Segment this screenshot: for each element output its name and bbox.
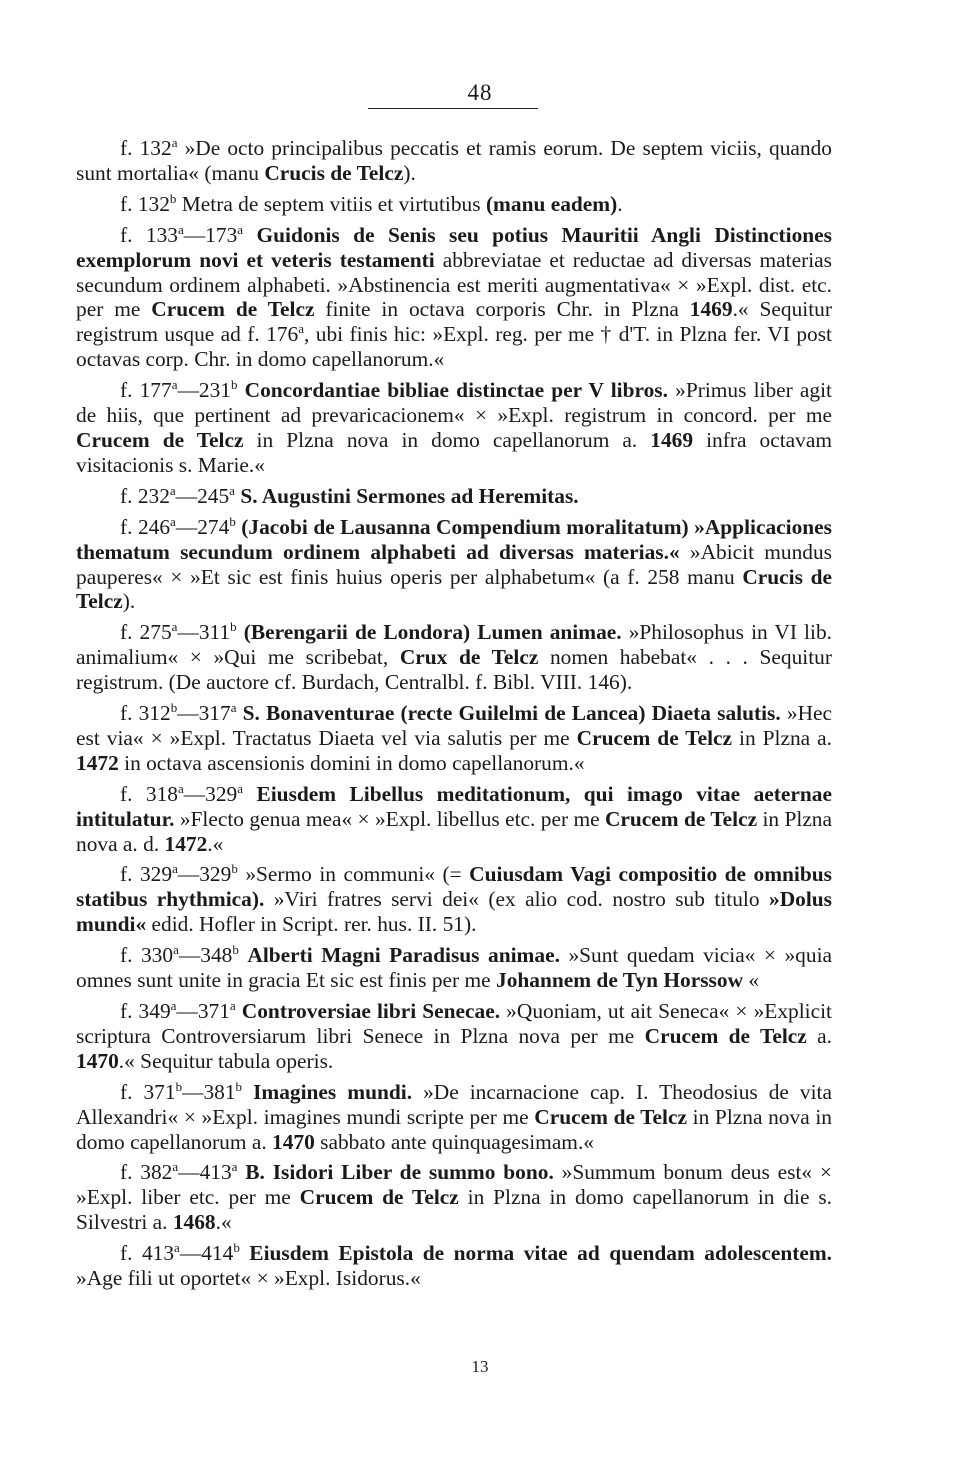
catalog-entry: f. 312$^b$—317$^a$ S. Bonaventurae (recte Guilelmi de Lancea) Diaeta salutis. »Hec est via« × »Expl. Tractatus Diaeta vel via salutis per me Crucem de Telcz in Plzna a. 1472 in octava ascensionis domini in domo capellanorum.« <box>76 699 833 775</box>
catalog-entry: f. 330$^a$—348$^b$ Alberti Magni Paradisus animae. »Sunt quedam vicia« × »quia omnes sunt unite in gracia Et sic est finis per me Johannem de Tyn Horssow « <box>76 942 833 993</box>
catalog-entry: f. 133$^a$—173$^a$ Guidonis de Senis seu potius Mauritii Angli Distinctiones exemplorum novi et veteris testamenti abbreviatae et reductae ad diversas materias secundum ordinem alphabeti. »Abstinencia est meriti augmentativa« × »Expl. dist. etc. per me Crucem de Telcz finite in octava corporis Chr. in Plzna 1469.« Sequitur registrum usque ad f. 176$^a$, ubi finis hic: »Expl. reg. per me † d'T. in Plzna fer. VI post octavas corp. Chr. in domo capellanorum.« <box>76 221 832 372</box>
catalog-entry: f. 371$^b$—381$^b$ Imagines mundi. »De incarnacione cap. I. Theodosius de vita Allexandri« × »Expl. imagines mundi scripte per me Crucem de Telcz in Plzna nova in domo capellanorum a. 1470 sabbato ante quinquagesimam.« <box>76 1078 832 1154</box>
catalog-entry: f. 132$^a$ »De octo principalibus peccatis et ramis eorum. De septem viciis, quando sunt mortalia« (manu Crucis de Telcz). <box>76 134 832 185</box>
catalog-entry: f. 246$^a$—274$^b$ (Jacobi de Lausanna Compendium moralitatum) »Applicaciones thematum secundum ordinem alphabeti ad diversas materias.« »Abicit mundus pauperes« × »Et sic est finis huius operis per alphabetum« (a f. 258 manu Crucis de Telcz). <box>76 513 833 614</box>
page-number-footer: 13 <box>471 1357 489 1376</box>
catalog-entries <box>76 136 832 1297</box>
catalog-entry: f. 177$^a$—231$^b$ Concordantiae bibliae distinctae per V libros. »Primus liber agit de hiis, que pertinent ad prevaricacionem« × »Expl. registrum in concord. per me Crucem de Telcz in Plzna nova in domo capellanorum a. 1469 infra octavam visitacionis s. Marie.« <box>76 377 833 477</box>
catalog-entry: f. 275$^a$—311$^b$ (Berengarii de Londora) Lumen animae. »Philosophus in VI lib. animalium« × »Qui me scribebat, Crux de Telcz nomen habebat« . . . Sequitur registrum. (De auctore cf. Burdach, Centralbl. f. Bibl. VIII. 146). <box>76 619 832 695</box>
catalog-entry: f. 132$^b$ Metra de septem vitiis et virtutibus (manu eadem). <box>120 190 623 216</box>
catalog-entry: f. 318$^a$—329$^a$ Eiusdem Libellus meditationum, qui imago vitae aeternae intitulatur. »Flecto genua mea« × »Expl. libellus etc. per me Crucem de Telcz in Plzna nova a. d. 1472.« <box>76 780 832 856</box>
catalog-entry: f. 413$^a$—414$^b$ Eiusdem Epistola de norma vitae ad quendam adolescentem. »Age fili ut oportet« × »Expl. Isidorus.« <box>76 1240 833 1291</box>
page-number-header: 48 <box>467 80 493 105</box>
catalog-entry: f. 232$^a$—245$^a$ S. Augustini Sermones ad Heremitas. <box>120 482 579 508</box>
catalog-entry: f. 349$^a$—371$^a$ Controversiae libri Senecae. »Quoniam, ut ait Seneca« × »Explicit scriptura Controversiarum libri Senece in Plzna nova per me Crucem de Telcz a. 1470.« Sequitur tabula operis. <box>76 997 832 1073</box>
catalog-entry: f. 329$^a$—329$^b$ »Sermo in communi« (= Cuiusdam Vagi compositio de omnibus statibus rhythmica). »Viri fratres servi dei« (ex alio cod. nostro sub titulo »Dolus mundi« edid. Hofler in Script. rer. hus. II. 51). <box>76 861 833 937</box>
header-rule <box>368 108 538 109</box>
catalog-entry: f. 382$^a$—413$^a$ B. Isidori Liber de summo bono. »Summum bonum deus est« × »Expl. liber etc. per me Crucem de Telcz in Plzna in domo capellanorum in die s. Silvestri a. 1468.« <box>76 1159 833 1235</box>
